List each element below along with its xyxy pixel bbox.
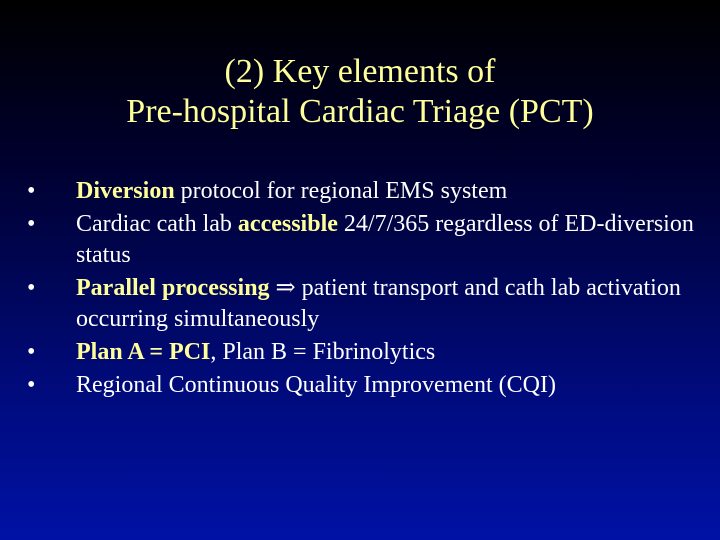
highlight-text: accessible [237, 211, 338, 237]
bullet-dot-icon: • [27, 372, 36, 398]
bullet-item [22, 273, 702, 335]
slide-title [0, 52, 720, 132]
bullet-list [22, 176, 702, 403]
bullet-text: protocol for regional EMS system [174, 178, 508, 204]
bullet-dot-icon: • [27, 178, 36, 204]
bullet-text: Regional Continuous Quality Improvement (CQI) [76, 372, 556, 398]
bullet-item [22, 337, 702, 368]
bullet-text: , Plan B = Fibrinolytics [210, 339, 436, 365]
bullet-dot-icon: • [27, 339, 36, 365]
bullet-text: Cardiac cath lab [76, 211, 238, 237]
highlight-text: Parallel processing [76, 275, 270, 301]
bullet-text: 24/7/365 regardless of ED-diversion status [76, 211, 694, 268]
title-line-2: Pre-hospital Cardiac Triage (PCT) [126, 93, 594, 130]
bullet-dot-icon: • [27, 275, 36, 301]
bullet-item [22, 370, 702, 401]
highlight-text: Plan A = PCI [76, 339, 211, 365]
title-line-1: (2) Key elements of [224, 53, 496, 90]
bullet-text: ⇒ patient transport and cath lab activation occurring simultaneously [76, 275, 681, 332]
bullet-dot-icon: • [27, 211, 36, 237]
bullet-item [22, 176, 702, 207]
bullet-item [22, 209, 702, 271]
highlight-text: Diversion [76, 178, 175, 204]
